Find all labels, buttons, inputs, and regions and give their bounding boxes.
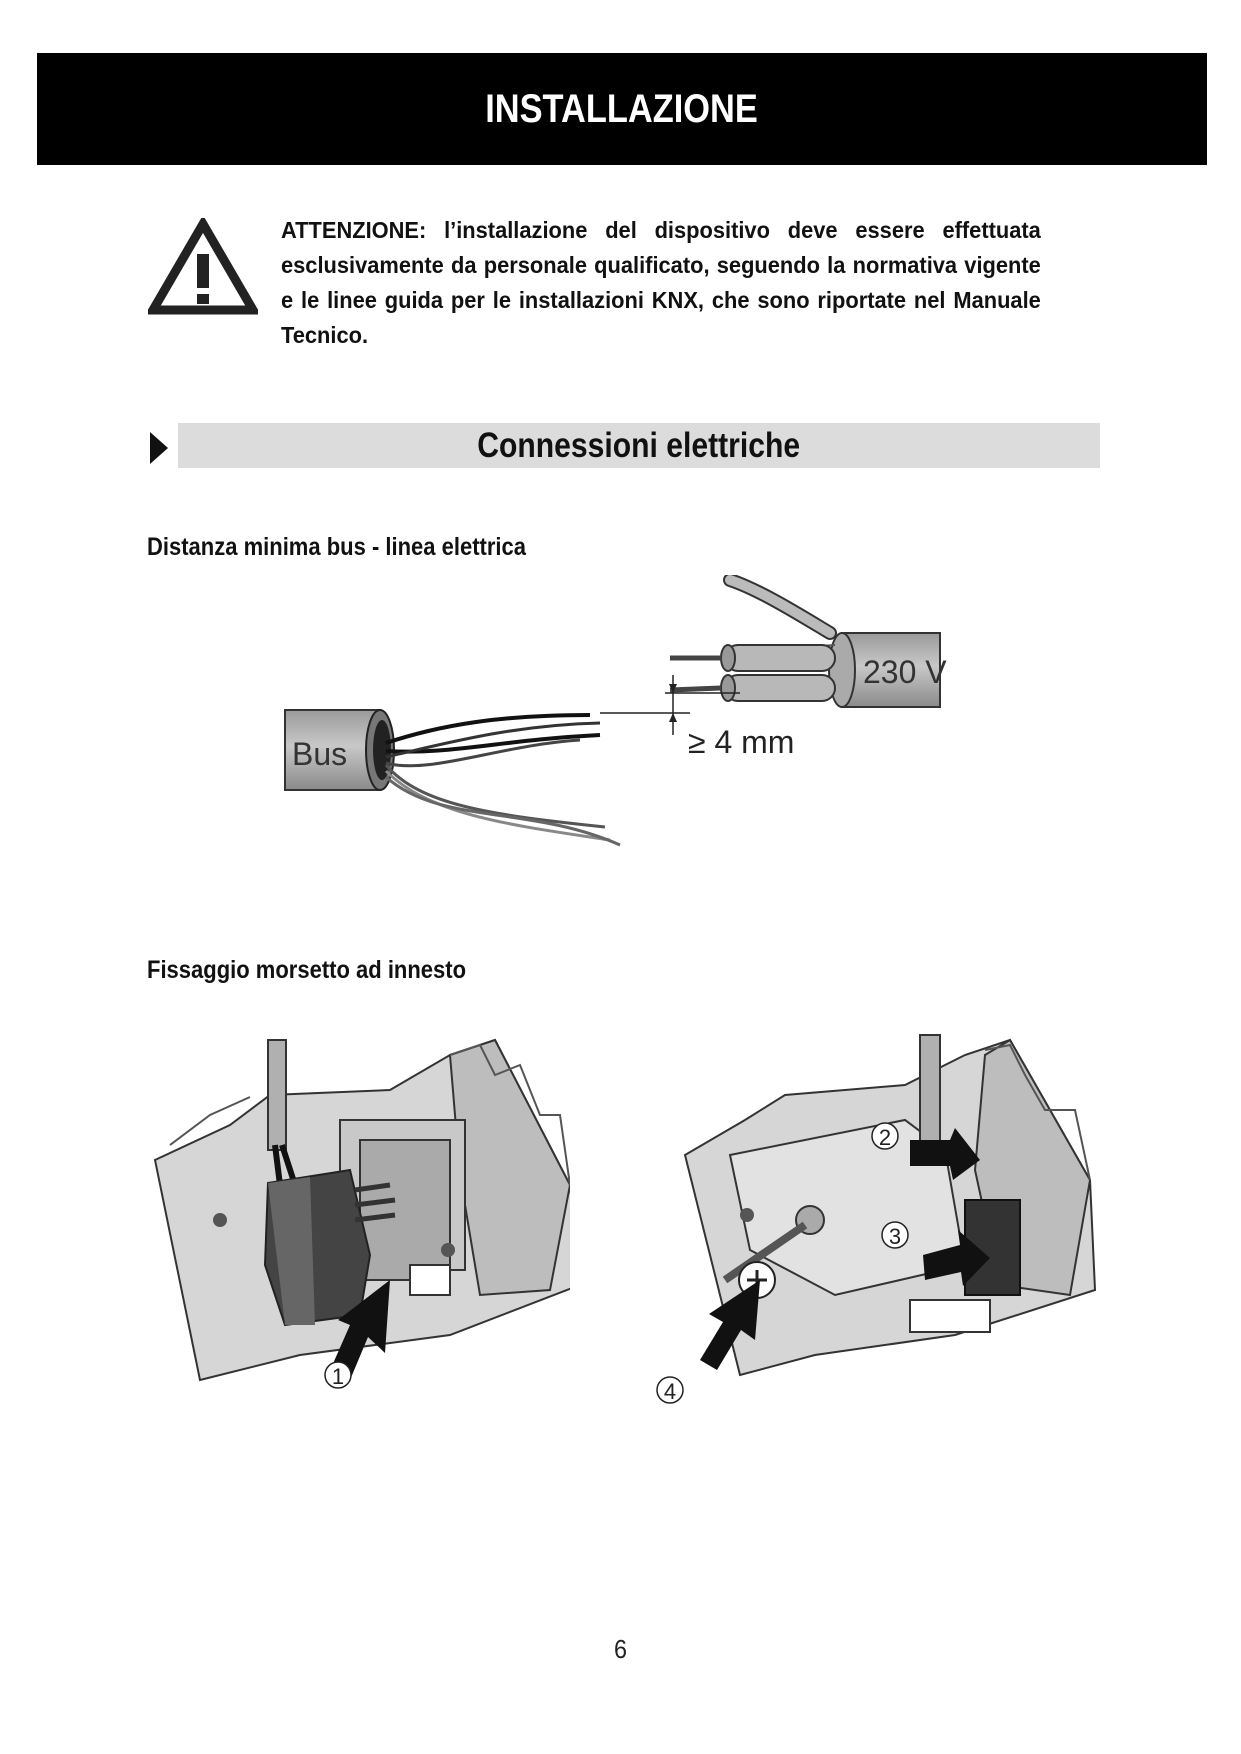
triangle-bullet-icon — [148, 430, 170, 466]
bus-distance-diagram — [270, 575, 970, 865]
warning-triangle-icon — [148, 218, 258, 316]
section-title: Connessioni elettriche — [477, 425, 801, 465]
svg-text:2: 2 — [878, 1125, 892, 1150]
distance-heading: Distanza minima bus - linea elettrica — [147, 533, 527, 561]
clamp-insert-diagram — [150, 1035, 570, 1405]
page-number: 6 — [613, 1634, 628, 1664]
page-title: INSTALLAZIONE — [485, 86, 759, 131]
svg-text:3: 3 — [888, 1224, 902, 1249]
bus-label: Bus — [292, 736, 348, 772]
clamp-fix-diagram — [655, 1030, 1105, 1420]
warning-text: ATTENZIONE: l’installazione del dispositivo deve essere effettuata esclusivamente da personale qualificato, seguendo la normativa vigente e le linee guida per le installazioni KNX, che sono riportate nel Manuale Tecnico. — [281, 217, 1041, 348]
svg-text:4: 4 — [663, 1379, 677, 1404]
svg-text:1: 1 — [331, 1364, 345, 1389]
section-header — [178, 423, 1100, 468]
header-bar — [37, 53, 1207, 165]
clamp-heading: Fissaggio morsetto ad innesto — [147, 956, 467, 984]
distance-label: ≥ 4 mm — [688, 724, 795, 760]
power-label: 230 V — [863, 654, 947, 690]
